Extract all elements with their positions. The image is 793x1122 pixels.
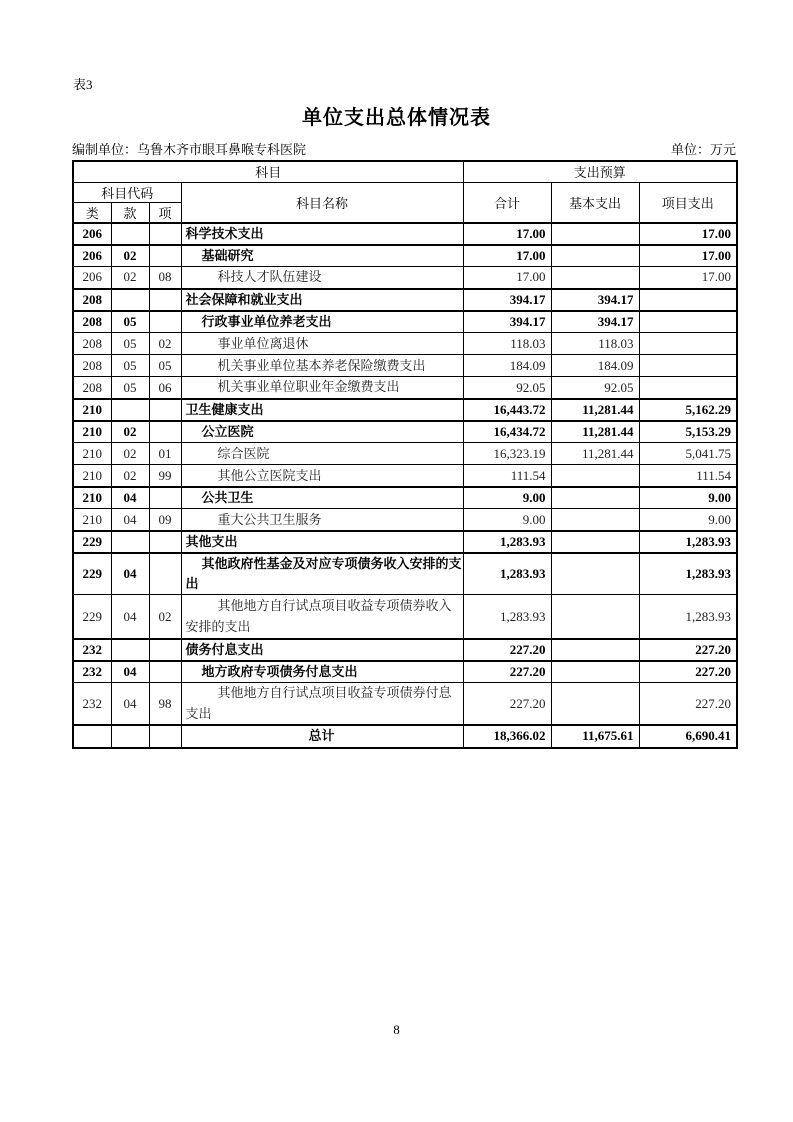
table-row bbox=[73, 223, 737, 245]
code-section-cell: 04 bbox=[111, 683, 149, 725]
subject-name-cell: 债务付息支出 bbox=[181, 639, 463, 661]
code-section-cell bbox=[111, 639, 149, 661]
expenditure-table bbox=[72, 160, 738, 749]
table-row bbox=[73, 421, 737, 443]
basic-expense-cell bbox=[551, 465, 639, 487]
subject-name-cell: 科学技术支出 bbox=[181, 223, 463, 245]
code-section-cell: 05 bbox=[111, 377, 149, 399]
total-cell: 394.17 bbox=[463, 311, 551, 333]
code-class-header: 类 bbox=[73, 202, 111, 223]
page-number: 8 bbox=[393, 1022, 400, 1037]
basic-expense-cell bbox=[551, 531, 639, 553]
code-section-cell: 04 bbox=[111, 595, 149, 639]
project-expense-cell bbox=[639, 311, 737, 333]
code-section-cell: 05 bbox=[111, 355, 149, 377]
table-row bbox=[73, 661, 737, 683]
basic-expense-cell: 92.05 bbox=[551, 377, 639, 399]
project-expense-cell bbox=[639, 333, 737, 355]
table-row bbox=[73, 553, 737, 595]
code-item-cell: 08 bbox=[149, 267, 181, 289]
subject-name-cell: 其他支出 bbox=[181, 531, 463, 553]
total-cell: 16,434.72 bbox=[463, 421, 551, 443]
basic-expense-cell bbox=[551, 509, 639, 531]
code-section-cell bbox=[111, 399, 149, 421]
code-item-cell: 99 bbox=[149, 465, 181, 487]
subject-name-cell: 卫生健康支出 bbox=[181, 399, 463, 421]
subject-name-cell: 综合医院 bbox=[181, 443, 463, 465]
code-item-cell: 09 bbox=[149, 509, 181, 531]
subject-name-cell: 基础研究 bbox=[181, 245, 463, 267]
basic-expense-cell: 184.09 bbox=[551, 355, 639, 377]
code-class-cell: 208 bbox=[73, 289, 111, 311]
table-row bbox=[73, 487, 737, 509]
project-expense-cell: 5,153.29 bbox=[639, 421, 737, 443]
total-cell: 1,283.93 bbox=[463, 553, 551, 595]
code-section-cell bbox=[111, 725, 149, 748]
table-body bbox=[73, 223, 737, 748]
project-expense-cell: 227.20 bbox=[639, 639, 737, 661]
code-item-cell: 05 bbox=[149, 355, 181, 377]
subject-name-cell: 科技人才队伍建设 bbox=[181, 267, 463, 289]
table-row bbox=[73, 509, 737, 531]
prepared-by-label: 编制单位：乌鲁木齐市眼耳鼻喉专科医院 bbox=[72, 142, 307, 157]
basic-expense-cell: 394.17 bbox=[551, 289, 639, 311]
project-expense-cell: 9.00 bbox=[639, 487, 737, 509]
code-section-cell: 04 bbox=[111, 487, 149, 509]
subject-name-cell: 公共卫生 bbox=[181, 487, 463, 509]
code-item-cell: 98 bbox=[149, 683, 181, 725]
code-class-cell: 232 bbox=[73, 639, 111, 661]
code-class-cell: 229 bbox=[73, 553, 111, 595]
code-class-cell: 208 bbox=[73, 311, 111, 333]
table-row bbox=[73, 465, 737, 487]
subject-name-cell: 机关事业单位基本养老保险缴费支出 bbox=[181, 355, 463, 377]
code-section-cell bbox=[111, 289, 149, 311]
table-number-label: 表3 bbox=[73, 77, 93, 92]
code-item-cell bbox=[149, 289, 181, 311]
basic-expense-cell bbox=[551, 595, 639, 639]
project-expense-header: 项目支出 bbox=[639, 182, 737, 223]
unit-label: 单位：万元 bbox=[670, 142, 736, 157]
total-cell: 111.54 bbox=[463, 465, 551, 487]
code-item-header: 项 bbox=[149, 202, 181, 223]
project-expense-cell: 9.00 bbox=[639, 509, 737, 531]
subject-name-cell: 其他地方自行试点项目收益专项债券收入安排的支出 bbox=[181, 595, 463, 639]
subject-group-header: 科目 bbox=[73, 161, 463, 182]
code-class-cell: 210 bbox=[73, 487, 111, 509]
total-cell: 18,366.02 bbox=[463, 725, 551, 748]
code-section-cell: 02 bbox=[111, 421, 149, 443]
project-expense-cell: 1,283.93 bbox=[639, 553, 737, 595]
subject-name-header: 科目名称 bbox=[181, 182, 463, 223]
basic-expense-cell: 118.03 bbox=[551, 333, 639, 355]
project-expense-cell bbox=[639, 289, 737, 311]
project-expense-cell: 17.00 bbox=[639, 223, 737, 245]
basic-expense-cell bbox=[551, 267, 639, 289]
code-class-cell: 208 bbox=[73, 355, 111, 377]
total-cell: 227.20 bbox=[463, 639, 551, 661]
total-cell: 227.20 bbox=[463, 661, 551, 683]
subject-name-cell: 其他地方自行试点项目收益专项债券付息支出 bbox=[181, 683, 463, 725]
budget-table-wrap bbox=[72, 160, 738, 749]
subject-name-cell: 公立医院 bbox=[181, 421, 463, 443]
code-class-cell: 210 bbox=[73, 443, 111, 465]
code-class-cell: 232 bbox=[73, 683, 111, 725]
code-item-cell: 02 bbox=[149, 333, 181, 355]
basic-expense-cell: 11,281.44 bbox=[551, 421, 639, 443]
basic-expense-cell bbox=[551, 553, 639, 595]
project-expense-cell: 111.54 bbox=[639, 465, 737, 487]
subject-name-cell: 其他政府性基金及对应专项债务收入安排的支出 bbox=[181, 553, 463, 595]
project-expense-cell: 5,162.29 bbox=[639, 399, 737, 421]
total-cell: 184.09 bbox=[463, 355, 551, 377]
code-item-cell bbox=[149, 245, 181, 267]
code-section-cell: 04 bbox=[111, 661, 149, 683]
code-class-cell: 208 bbox=[73, 333, 111, 355]
table-header bbox=[73, 161, 737, 223]
table-row bbox=[73, 355, 737, 377]
budget-group-header: 支出预算 bbox=[463, 161, 737, 182]
code-item-cell bbox=[149, 661, 181, 683]
project-expense-cell: 17.00 bbox=[639, 245, 737, 267]
table-row bbox=[73, 333, 737, 355]
code-class-cell bbox=[73, 725, 111, 748]
page-title: 单位支出总体情况表 bbox=[302, 107, 491, 129]
code-section-header: 款 bbox=[111, 202, 149, 223]
total-cell: 1,283.93 bbox=[463, 595, 551, 639]
table-row bbox=[73, 531, 737, 553]
basic-expense-cell: 11,281.44 bbox=[551, 443, 639, 465]
total-cell: 9.00 bbox=[463, 487, 551, 509]
project-expense-cell: 1,283.93 bbox=[639, 595, 737, 639]
code-class-cell: 210 bbox=[73, 421, 111, 443]
code-section-cell: 04 bbox=[111, 509, 149, 531]
code-section-cell bbox=[111, 531, 149, 553]
code-item-cell bbox=[149, 487, 181, 509]
total-header: 合计 bbox=[463, 182, 551, 223]
code-class-cell: 206 bbox=[73, 245, 111, 267]
basic-expense-cell bbox=[551, 639, 639, 661]
table-row bbox=[73, 289, 737, 311]
table-row bbox=[73, 245, 737, 267]
table-meta-line bbox=[72, 139, 736, 158]
code-class-cell: 210 bbox=[73, 509, 111, 531]
code-class-cell: 206 bbox=[73, 223, 111, 245]
project-expense-cell: 17.00 bbox=[639, 267, 737, 289]
total-cell: 16,443.72 bbox=[463, 399, 551, 421]
project-expense-cell bbox=[639, 355, 737, 377]
project-expense-cell: 5,041.75 bbox=[639, 443, 737, 465]
project-expense-cell: 1,283.93 bbox=[639, 531, 737, 553]
subject-name-cell: 总计 bbox=[181, 725, 463, 748]
code-class-cell: 229 bbox=[73, 531, 111, 553]
subject-name-cell: 重大公共卫生服务 bbox=[181, 509, 463, 531]
code-item-cell bbox=[149, 553, 181, 595]
table-row bbox=[73, 595, 737, 639]
project-expense-cell: 6,690.41 bbox=[639, 725, 737, 748]
basic-expense-cell bbox=[551, 487, 639, 509]
basic-expense-cell bbox=[551, 245, 639, 267]
header-group-row bbox=[73, 161, 737, 182]
total-cell: 1,283.93 bbox=[463, 531, 551, 553]
project-expense-cell: 227.20 bbox=[639, 661, 737, 683]
header-sub-row bbox=[73, 182, 737, 202]
code-section-cell: 02 bbox=[111, 443, 149, 465]
code-item-cell bbox=[149, 531, 181, 553]
code-section-cell: 04 bbox=[111, 553, 149, 595]
code-item-cell bbox=[149, 639, 181, 661]
code-item-cell bbox=[149, 399, 181, 421]
subject-name-cell: 机关事业单位职业年金缴费支出 bbox=[181, 377, 463, 399]
table-row bbox=[73, 377, 737, 399]
code-class-cell: 210 bbox=[73, 465, 111, 487]
total-cell: 17.00 bbox=[463, 245, 551, 267]
code-section-cell: 02 bbox=[111, 267, 149, 289]
table-row bbox=[73, 683, 737, 725]
total-row bbox=[73, 725, 737, 748]
table-row bbox=[73, 399, 737, 421]
code-item-cell bbox=[149, 223, 181, 245]
total-cell: 9.00 bbox=[463, 509, 551, 531]
basic-expense-cell: 394.17 bbox=[551, 311, 639, 333]
subject-name-cell: 其他公立医院支出 bbox=[181, 465, 463, 487]
code-section-cell: 05 bbox=[111, 333, 149, 355]
code-item-cell: 02 bbox=[149, 595, 181, 639]
project-expense-cell: 227.20 bbox=[639, 683, 737, 725]
total-cell: 17.00 bbox=[463, 267, 551, 289]
table-row bbox=[73, 443, 737, 465]
code-item-cell bbox=[149, 311, 181, 333]
total-cell: 17.00 bbox=[463, 223, 551, 245]
subject-name-cell: 事业单位离退休 bbox=[181, 333, 463, 355]
total-cell: 118.03 bbox=[463, 333, 551, 355]
subject-name-cell: 地方政府专项债务付息支出 bbox=[181, 661, 463, 683]
total-cell: 394.17 bbox=[463, 289, 551, 311]
code-item-cell: 01 bbox=[149, 443, 181, 465]
total-cell: 92.05 bbox=[463, 377, 551, 399]
table-row bbox=[73, 267, 737, 289]
project-expense-cell bbox=[639, 377, 737, 399]
code-item-cell: 06 bbox=[149, 377, 181, 399]
basic-expense-cell bbox=[551, 223, 639, 245]
code-class-cell: 232 bbox=[73, 661, 111, 683]
table-row bbox=[73, 311, 737, 333]
code-section-cell: 02 bbox=[111, 465, 149, 487]
total-cell: 227.20 bbox=[463, 683, 551, 725]
subject-code-header: 科目代码 bbox=[73, 182, 181, 202]
table-row bbox=[73, 639, 737, 661]
code-item-cell bbox=[149, 725, 181, 748]
code-class-cell: 208 bbox=[73, 377, 111, 399]
basic-expense-cell bbox=[551, 683, 639, 725]
basic-expense-cell: 11,281.44 bbox=[551, 399, 639, 421]
code-section-cell: 02 bbox=[111, 245, 149, 267]
subject-name-cell: 行政事业单位养老支出 bbox=[181, 311, 463, 333]
subject-name-cell: 社会保障和就业支出 bbox=[181, 289, 463, 311]
basic-expense-header: 基本支出 bbox=[551, 182, 639, 223]
total-cell: 16,323.19 bbox=[463, 443, 551, 465]
basic-expense-cell bbox=[551, 661, 639, 683]
code-class-cell: 229 bbox=[73, 595, 111, 639]
code-class-cell: 210 bbox=[73, 399, 111, 421]
code-item-cell bbox=[149, 421, 181, 443]
code-section-cell: 05 bbox=[111, 311, 149, 333]
code-section-cell bbox=[111, 223, 149, 245]
code-class-cell: 206 bbox=[73, 267, 111, 289]
basic-expense-cell: 11,675.61 bbox=[551, 725, 639, 748]
